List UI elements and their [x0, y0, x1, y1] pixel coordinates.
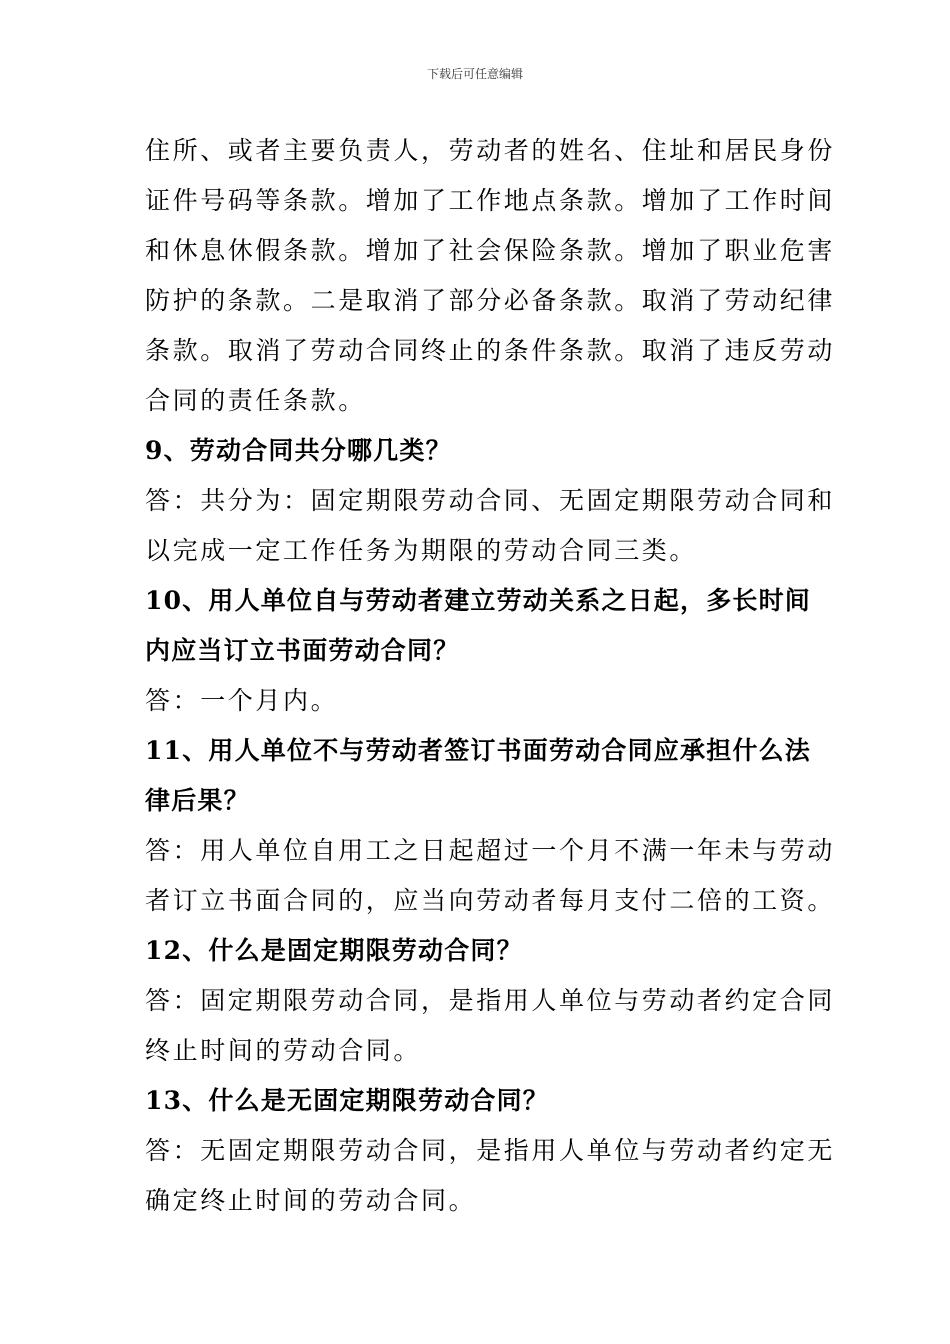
- paragraph-line: 和休息休假条款。增加了社会保险条款。增加了职业危害: [145, 236, 836, 265]
- paragraph-line: 合同的责任条款。: [145, 386, 366, 415]
- answer-line: 答：共分为：固定期限劳动合同、无固定期限劳动合同和: [145, 486, 836, 515]
- answer-line: 答：用人单位自用工之日起超过一个月不满一年未与劳动: [145, 836, 836, 865]
- paragraph-line: 条款。取消了劳动合同终止的条件条款。取消了违反劳动: [145, 336, 836, 365]
- answer-line: 者订立书面合同的，应当向劳动者每月支付二倍的工资。: [145, 886, 836, 915]
- question-heading: 11、用人单位不与劳动者签订书面劳动合同应承担什么法: [145, 736, 811, 765]
- answer-line: 确定终止时间的劳动合同。: [145, 1186, 477, 1215]
- paragraph-line: 防护的条款。二是取消了部分必备条款。取消了劳动纪律: [145, 286, 836, 315]
- answer-line: 答：一个月内。: [145, 686, 339, 715]
- question-heading: 9、劳动合同共分哪几类？: [145, 436, 452, 465]
- question-heading: 10、用人单位自与劳动者建立劳动关系之日起，多长时间: [145, 586, 811, 615]
- page-header: 下载后可任意编辑: [426, 67, 523, 81]
- paragraph-line: 住所、或者主要负责人，劳动者的姓名、住址和居民身份: [145, 136, 836, 165]
- answer-line: 以完成一定工作任务为期限的劳动合同三类。: [145, 536, 698, 565]
- paragraph-line: 证件号码等条款。增加了工作地点条款。增加了工作时间: [145, 186, 836, 215]
- answer-line: 终止时间的劳动合同。: [145, 1036, 422, 1065]
- question-heading: 律后果？: [145, 786, 250, 815]
- question-heading: 13、什么是无固定期限劳动合同？: [145, 1086, 549, 1115]
- question-heading: 内应当订立书面劳动合同？: [145, 636, 460, 665]
- answer-line: 答：固定期限劳动合同，是指用人单位与劳动者约定合同: [145, 986, 836, 1015]
- document-body: [145, 126, 836, 1226]
- answer-line: 答：无固定期限劳动合同，是指用人单位与劳动者约定无: [145, 1136, 836, 1165]
- question-heading: 12、什么是固定期限劳动合同？: [145, 936, 523, 965]
